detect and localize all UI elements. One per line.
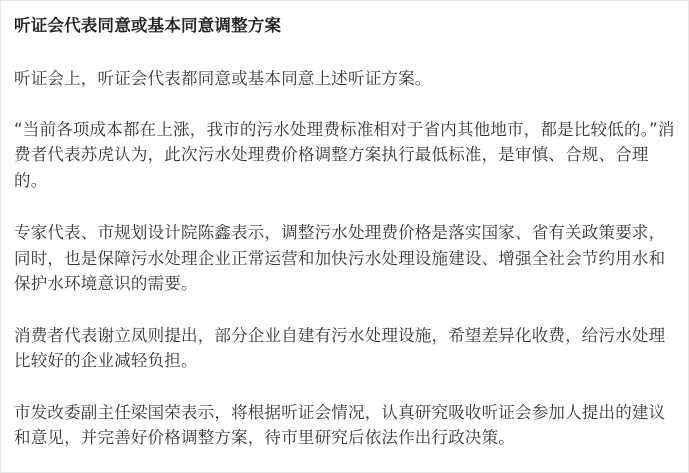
paragraph-consumer-su-hu: “当前各项成本都在上涨，我市的污水处理费标准相对于省内其他地市，都是比较低的。”消费者代表苏虎认为，此次污水处理费价格调整方案执行最低标准，是审慎、合规、合理的。 xyxy=(14,119,675,190)
article-body xyxy=(14,13,676,451)
section-heading: 听证会代表同意或基本同意调整方案 xyxy=(14,16,282,35)
paragraph-hearing-consensus: 听证会上，听证会代表都同意或基本同意上述听证方案。 xyxy=(14,69,432,88)
paragraph-expert-chen-xin: 专家代表、市规划设计院陈鑫表示，调整污水处理费价格是落实国家、省有关政策要求，同时，也是保障污水处理企业正常运营和加快污水处理设施建设、增强全社会节约用水和保护水环境意识的需要。 xyxy=(14,223,666,293)
paragraph-consumer-xie-lifeng: 消费者代表谢立凤则提出，部分企业自建有污水处理设施，希望差异化收费，给污水处理比较好的企业减轻负担。 xyxy=(14,325,666,370)
paragraph-ndrc-liang-guorong: 市发改委副主任梁国荣表示，将根据听证会情况，认真研究吸收听证会参加人提出的建议和意见，并完善好价格调整方案，待市里研究后依法作出行政决策。 xyxy=(14,402,666,447)
